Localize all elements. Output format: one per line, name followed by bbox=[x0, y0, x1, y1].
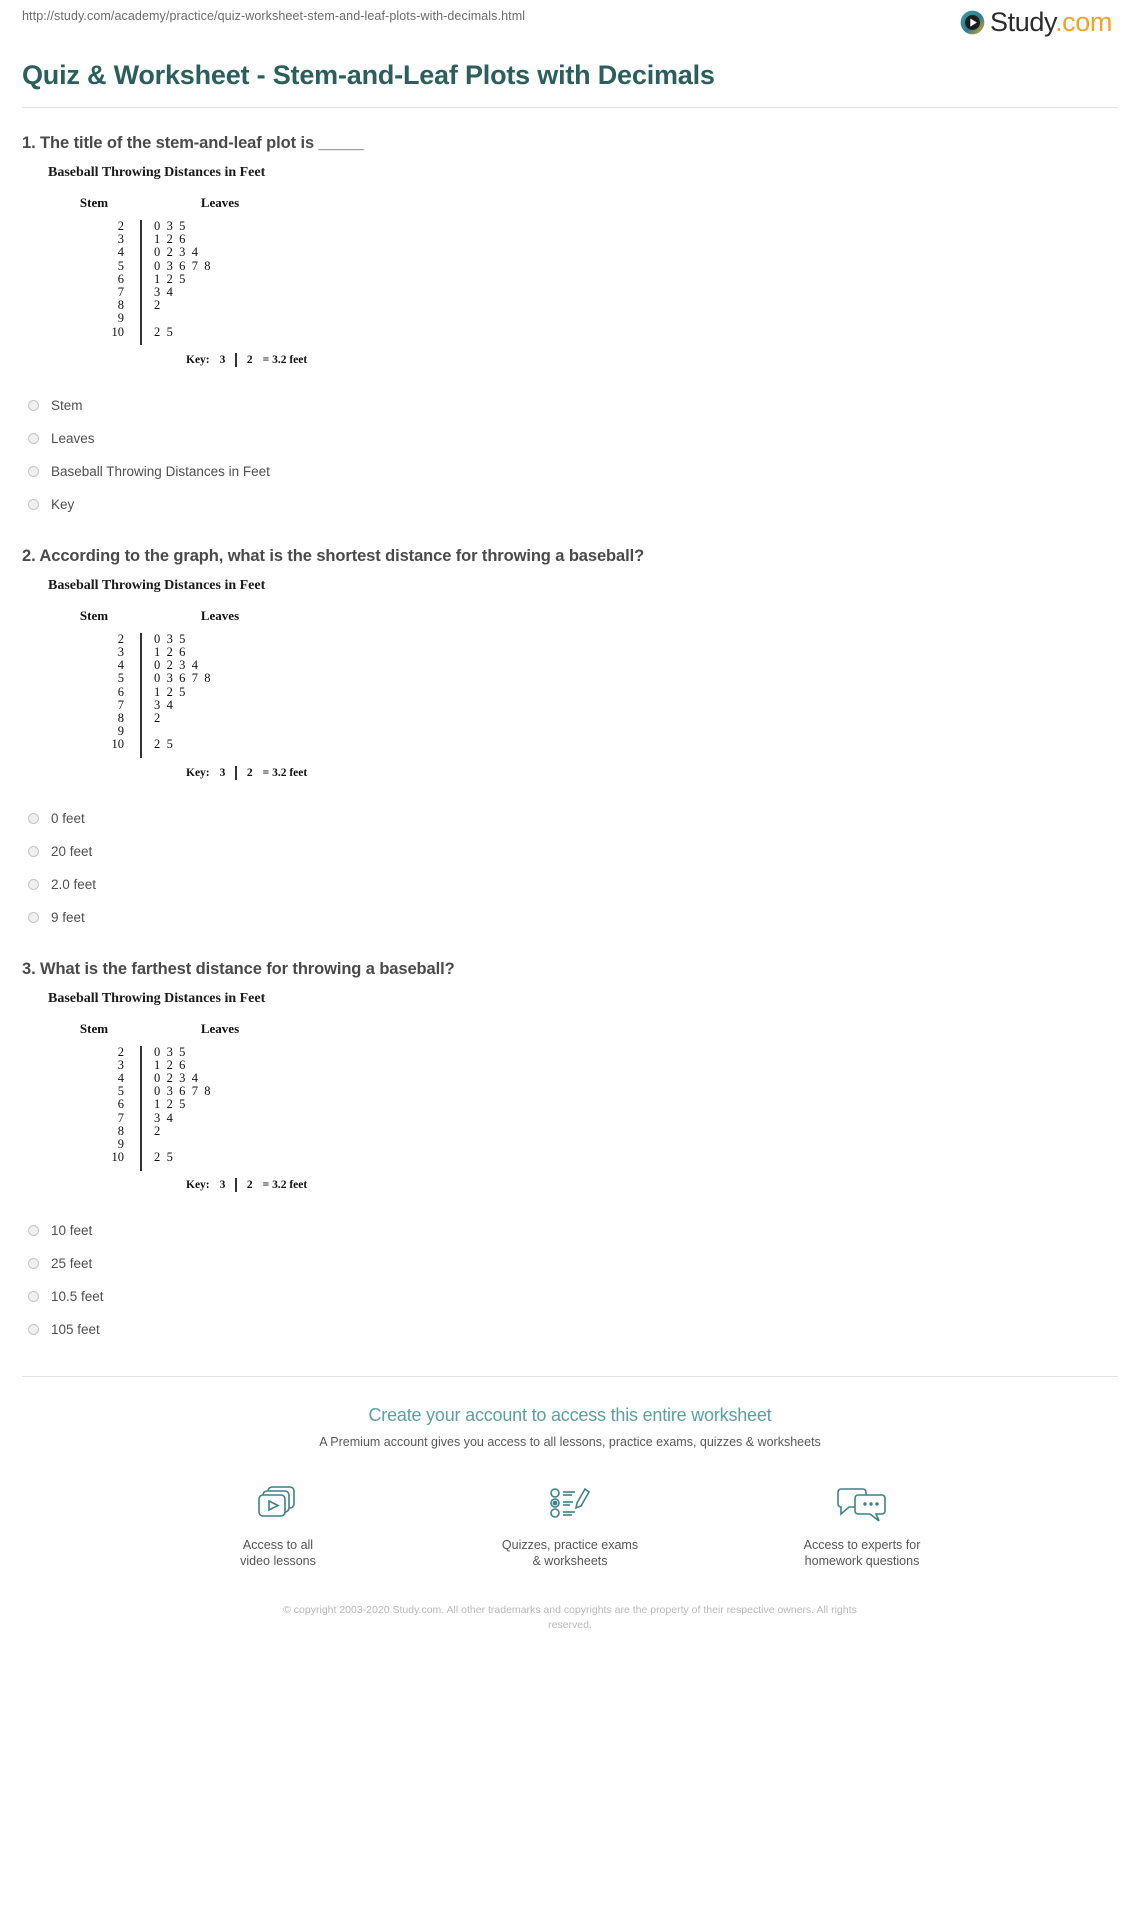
leaf-values: 3 4 bbox=[154, 697, 175, 712]
stem-leaf-row bbox=[48, 233, 378, 246]
stem-value: 5 bbox=[117, 671, 124, 686]
page-title: Quiz & Worksheet - Stem-and-Leaf Plots with Decimals bbox=[22, 60, 715, 90]
stem-value: 5 bbox=[117, 258, 124, 273]
stem-value: 10 bbox=[111, 737, 124, 752]
plot-title-2: Baseball Throwing Distances in Feet bbox=[48, 577, 266, 593]
stem-leaf-row bbox=[48, 1138, 378, 1151]
stem-leaf-row bbox=[48, 672, 378, 685]
radio-button-icon[interactable] bbox=[28, 433, 39, 444]
option-row[interactable] bbox=[22, 389, 1118, 422]
stem-leaf-row bbox=[48, 326, 378, 339]
logo-suffix: .com bbox=[1055, 7, 1112, 37]
stem-value: 8 bbox=[117, 711, 124, 726]
leaf-values: 0 3 6 7 8 bbox=[154, 671, 213, 686]
radio-button-icon[interactable] bbox=[28, 1225, 39, 1236]
option-label: Leaves bbox=[51, 430, 95, 446]
question-text-2: 2. According to the graph, what is the shortest distance for throwing a baseball? bbox=[22, 546, 645, 565]
stem-value: 10 bbox=[111, 1150, 124, 1165]
key-stem-2: 3 bbox=[219, 766, 226, 779]
question-text-3: 3. What is the farthest distance for throwing a baseball? bbox=[22, 959, 455, 978]
stem-leaf-rows-3 bbox=[48, 1046, 378, 1165]
leaf-values: 2 5 bbox=[154, 737, 175, 752]
option-row[interactable] bbox=[22, 1280, 1118, 1313]
key-stem-1: 3 bbox=[219, 353, 226, 366]
option-label: Stem bbox=[51, 397, 83, 413]
option-row[interactable] bbox=[22, 835, 1118, 868]
stem-leaf-row bbox=[48, 699, 378, 712]
leaf-values: 0 3 6 7 8 bbox=[154, 1084, 213, 1099]
leaf-values bbox=[140, 312, 340, 325]
stem-leaf-rows-1 bbox=[48, 220, 378, 339]
stem-leaf-row bbox=[48, 738, 378, 751]
stem-leaf-row bbox=[48, 246, 378, 259]
feature-line2: video lessons bbox=[240, 1554, 316, 1569]
stem-value: 2 bbox=[117, 631, 124, 646]
stem-leaf-plot-2 bbox=[48, 578, 1118, 780]
leaf-values: 1 2 5 bbox=[154, 1097, 187, 1112]
stem-value: 4 bbox=[117, 1071, 124, 1086]
leaf-values: 0 2 3 4 bbox=[154, 658, 200, 673]
stem-leaf-plot-1 bbox=[48, 165, 1118, 367]
stem-leaf-row bbox=[48, 633, 378, 646]
stem-leaf-row bbox=[48, 1059, 378, 1072]
stem-value: 9 bbox=[117, 311, 124, 326]
feature-list bbox=[18, 1479, 1122, 1569]
leaf-values: 0 3 5 bbox=[154, 1044, 187, 1059]
option-row[interactable] bbox=[22, 1214, 1118, 1247]
leaf-values: 0 2 3 4 bbox=[154, 1071, 200, 1086]
stem-leaf-row bbox=[48, 725, 378, 738]
key-leaf-2: 2 bbox=[246, 766, 253, 779]
stem-value: 2 bbox=[117, 1044, 124, 1059]
radio-button-icon[interactable] bbox=[28, 846, 39, 857]
leaf-values: 2 bbox=[154, 1123, 162, 1138]
leaf-values: 0 3 6 7 8 bbox=[154, 258, 213, 273]
stem-leaf-row bbox=[48, 646, 378, 659]
feature-quizzes-text bbox=[480, 1537, 660, 1569]
option-row[interactable] bbox=[22, 802, 1118, 835]
plot-divider-2 bbox=[140, 633, 142, 758]
question-text-1: 1. The title of the stem-and-leaf plot is _____ bbox=[22, 134, 364, 152]
options-list-2 bbox=[22, 802, 1118, 934]
stem-value: 7 bbox=[117, 285, 124, 300]
question-block-1 bbox=[18, 134, 1122, 521]
stem-leaf-plot-3 bbox=[48, 991, 1118, 1193]
radio-button-icon[interactable] bbox=[28, 912, 39, 923]
feature-experts-text bbox=[772, 1537, 952, 1569]
title-divider bbox=[22, 107, 1118, 108]
stem-value: 2 bbox=[117, 219, 124, 233]
chat-bubbles-icon bbox=[772, 1479, 952, 1527]
options-list-3 bbox=[22, 1214, 1118, 1346]
leaf-values: 0 3 5 bbox=[154, 219, 187, 233]
stem-value: 6 bbox=[117, 684, 124, 699]
plot-key-3 bbox=[186, 1178, 1118, 1192]
stem-leaf-row bbox=[48, 260, 378, 273]
leaves-header-2: Leaves bbox=[200, 607, 240, 623]
stem-value: 9 bbox=[117, 724, 124, 739]
leaf-values: 1 2 5 bbox=[154, 684, 187, 699]
leaf-values: 1 2 5 bbox=[154, 271, 187, 286]
leaves-header-3: Leaves bbox=[200, 1020, 240, 1036]
options-list-1 bbox=[22, 389, 1118, 521]
study-com-logo[interactable] bbox=[960, 9, 1118, 36]
leaf-values: 2 5 bbox=[154, 324, 175, 339]
feature-line1: Quizzes, practice exams bbox=[501, 1538, 639, 1553]
plot-key-2 bbox=[186, 766, 1118, 780]
copyright-text: © copyright 2003-2020 Study.com. All other trademarks and copyrights are the property of their respective owners. All rights reserved. bbox=[283, 1604, 857, 1632]
leaf-values: 2 bbox=[154, 711, 162, 726]
key-leaf-1: 2 bbox=[246, 353, 253, 366]
leaf-values: 1 2 6 bbox=[154, 1057, 187, 1072]
logo-wordmark bbox=[990, 9, 1112, 36]
stem-leaf-row bbox=[48, 659, 378, 672]
stem-value: 8 bbox=[117, 1123, 124, 1138]
feature-experts bbox=[772, 1479, 952, 1569]
stem-value: 8 bbox=[117, 298, 124, 313]
option-label: 0 feet bbox=[51, 810, 85, 826]
option-row[interactable] bbox=[22, 1247, 1118, 1280]
option-row[interactable] bbox=[22, 455, 1118, 488]
leaf-values: 1 2 6 bbox=[154, 645, 187, 660]
option-label: 2.0 feet bbox=[51, 876, 97, 892]
key-label-1: Key: bbox=[186, 353, 210, 366]
leaf-values: 3 4 bbox=[154, 1110, 175, 1125]
option-label: 105 feet bbox=[51, 1322, 100, 1338]
stem-leaf-row bbox=[48, 273, 378, 286]
radio-button-icon[interactable] bbox=[28, 1258, 39, 1269]
option-label: 10.5 feet bbox=[51, 1289, 104, 1305]
radio-button-icon[interactable] bbox=[28, 1291, 39, 1302]
option-label: Key bbox=[51, 496, 75, 512]
key-equals-1: = 3.2 feet bbox=[262, 353, 308, 366]
stem-leaf-row bbox=[48, 712, 378, 725]
stem-value: 10 bbox=[111, 324, 124, 339]
feature-video-lessons bbox=[188, 1479, 368, 1569]
stem-value: 5 bbox=[117, 1084, 124, 1099]
feature-quizzes bbox=[480, 1479, 660, 1569]
option-label: 25 feet bbox=[51, 1256, 93, 1272]
stem-value: 3 bbox=[117, 232, 124, 247]
option-row[interactable] bbox=[22, 1313, 1118, 1346]
leaves-header-1: Leaves bbox=[200, 195, 240, 210]
key-equals-3: = 3.2 feet bbox=[262, 1179, 308, 1192]
stem-value: 4 bbox=[117, 658, 124, 673]
radio-button-icon[interactable] bbox=[28, 813, 39, 824]
leaf-values: 0 3 5 bbox=[154, 631, 187, 646]
option-row[interactable] bbox=[22, 422, 1118, 455]
leaf-values: 0 2 3 4 bbox=[154, 245, 200, 260]
cta-subtext: A Premium account gives you access to all lessons, practice exams, quizzes & worksheets bbox=[319, 1435, 821, 1450]
option-label: 10 feet bbox=[51, 1223, 93, 1239]
radio-button-icon[interactable] bbox=[28, 499, 39, 510]
leaf-values: 3 4 bbox=[154, 285, 175, 300]
option-label: Baseball Throwing Distances in Feet bbox=[51, 463, 270, 479]
stem-leaf-row bbox=[48, 1112, 378, 1125]
plot-divider-3 bbox=[140, 1046, 142, 1171]
stem-leaf-row bbox=[48, 1085, 378, 1098]
stem-leaf-row bbox=[48, 686, 378, 699]
key-equals-2: = 3.2 feet bbox=[262, 766, 308, 779]
stem-leaf-row bbox=[48, 1151, 378, 1164]
logo-text: Study bbox=[990, 7, 1056, 37]
key-bar-icon-3 bbox=[235, 1178, 237, 1192]
stem-leaf-row bbox=[48, 312, 378, 325]
key-stem-3: 3 bbox=[219, 1179, 226, 1192]
stem-leaf-row bbox=[48, 286, 378, 299]
stem-leaf-row bbox=[48, 1046, 378, 1059]
key-label-2: Key: bbox=[186, 766, 210, 779]
plot-title-3: Baseball Throwing Distances in Feet bbox=[48, 990, 266, 1006]
radio-button-icon[interactable] bbox=[28, 879, 39, 890]
stem-value: 9 bbox=[117, 1137, 124, 1152]
radio-button-icon[interactable] bbox=[28, 1324, 39, 1335]
leaf-values: 2 bbox=[154, 298, 162, 313]
stem-value: 6 bbox=[117, 271, 124, 286]
feature-line2: & worksheets bbox=[532, 1554, 608, 1569]
play-circle-icon bbox=[960, 10, 985, 35]
radio-button-icon[interactable] bbox=[28, 400, 39, 411]
option-row[interactable] bbox=[22, 488, 1118, 521]
key-label-3: Key: bbox=[186, 1179, 210, 1192]
option-label: 9 feet bbox=[51, 909, 85, 925]
stem-header-1: Stem bbox=[79, 195, 109, 210]
feature-line2: homework questions bbox=[804, 1554, 920, 1569]
stem-leaf-row bbox=[48, 1098, 378, 1111]
stem-value: 7 bbox=[117, 1110, 124, 1125]
key-bar-icon-1 bbox=[235, 353, 237, 367]
stem-value: 6 bbox=[117, 1097, 124, 1112]
option-row[interactable] bbox=[22, 901, 1118, 934]
stem-leaf-row bbox=[48, 1072, 378, 1085]
stem-value: 4 bbox=[117, 245, 124, 260]
option-label: 20 feet bbox=[51, 843, 93, 859]
question-block-3 bbox=[18, 960, 1122, 1347]
stem-value: 7 bbox=[117, 697, 124, 712]
question-block-2 bbox=[18, 547, 1122, 934]
stem-leaf-row bbox=[48, 220, 378, 233]
quiz-checklist-pencil-icon bbox=[480, 1479, 660, 1527]
stem-leaf-row bbox=[48, 299, 378, 312]
stem-value: 3 bbox=[117, 645, 124, 660]
radio-button-icon[interactable] bbox=[28, 466, 39, 477]
page-header bbox=[18, 0, 1122, 36]
leaf-values: 2 5 bbox=[154, 1150, 175, 1165]
feature-line1: Access to experts for bbox=[803, 1538, 921, 1553]
plot-divider-1 bbox=[140, 220, 142, 345]
feature-line1: Access to all bbox=[242, 1538, 314, 1553]
cta-section bbox=[18, 1377, 1122, 1633]
feature-video-lessons-text bbox=[188, 1537, 368, 1569]
stem-header-2: Stem bbox=[79, 607, 109, 623]
video-lessons-icon bbox=[188, 1479, 368, 1527]
stem-leaf-row bbox=[48, 1125, 378, 1138]
plot-title-1: Baseball Throwing Distances in Feet bbox=[48, 165, 266, 180]
cta-headline[interactable]: Create your account to access this entire worksheet bbox=[368, 1405, 772, 1426]
leaf-values: 1 2 6 bbox=[154, 232, 187, 247]
stem-header-3: Stem bbox=[79, 1020, 109, 1036]
plot-key-1 bbox=[186, 353, 1118, 367]
stem-leaf-rows-2 bbox=[48, 633, 378, 752]
key-bar-icon-2 bbox=[235, 766, 237, 780]
page-url: http://study.com/academy/practice/quiz-worksheet-stem-and-leaf-plots-with-decimals.html bbox=[22, 9, 526, 23]
key-leaf-3: 2 bbox=[246, 1179, 253, 1192]
option-row[interactable] bbox=[22, 868, 1118, 901]
stem-value: 3 bbox=[117, 1057, 124, 1072]
